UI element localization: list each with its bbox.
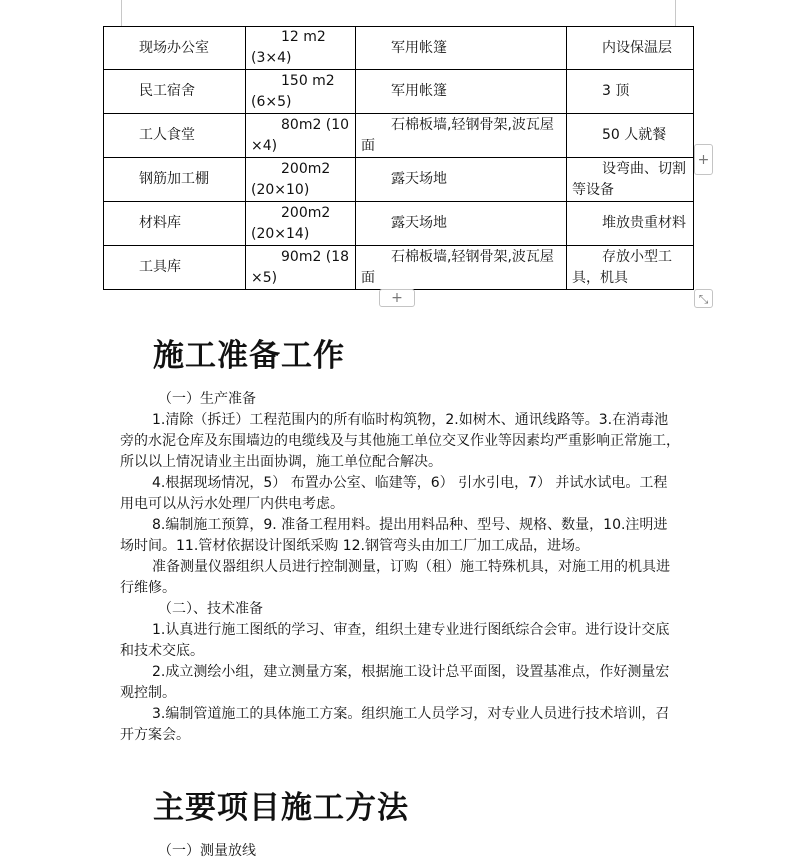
page-margin-mark-right	[675, 0, 676, 26]
table-cell[interactable]: 工人食堂	[104, 114, 246, 158]
table-cell[interactable]: 露天场地	[356, 158, 567, 202]
table-cell[interactable]: 200m2 (20×14)	[246, 202, 356, 246]
paragraph: 1.清除（拆迁）工程范围内的所有临时构筑物，2.如树木、通讯线路等。3.在消毒池旁的水泥仓库及东围墙边的电缆线及与其他施工单位交叉作业等因素均严重影响正常施工，所以以上情况请业主出面协调，施工单位配合解决。	[120, 412, 680, 470]
paragraph: 3.编制管道施工的具体施工方案。组织施工人员学习，对专业人员进行技术培训，召开方案会。	[120, 706, 670, 743]
table-cell[interactable]: 12 m2 (3×4)	[246, 27, 356, 70]
table-row	[104, 27, 694, 70]
subsection-title: （一）生产准备	[158, 391, 256, 407]
subsection-title: （一）测量放线	[158, 843, 256, 859]
table-resize-handle[interactable]	[694, 289, 713, 308]
table-cell[interactable]: 工具库	[104, 246, 246, 290]
paragraph: 准备测量仪器组织人员进行控制测量，订购（租）施工特殊机具，对施工用的机具进行维修。	[120, 559, 670, 596]
table-cell[interactable]: 150 m2 (6×5)	[246, 70, 356, 114]
plus-icon: +	[391, 290, 403, 306]
section-heading-methods: 主要项目施工方法	[153, 790, 409, 826]
table-cell[interactable]: 现场办公室	[104, 27, 246, 70]
plus-icon: +	[697, 151, 710, 168]
add-column-button[interactable]	[694, 144, 713, 175]
table-cell[interactable]: 钢筋加工棚	[104, 158, 246, 202]
section-body-preparation	[120, 389, 680, 746]
table-cell[interactable]: 200m2 (20×10)	[246, 158, 356, 202]
table-cell[interactable]: 军用帐篷	[356, 70, 567, 114]
table-cell[interactable]: 堆放贵重材料	[567, 202, 694, 246]
table-row	[104, 114, 694, 158]
table-row	[104, 202, 694, 246]
add-row-button[interactable]	[379, 289, 415, 307]
table-cell[interactable]: 石棉板墙,轻钢骨架,波瓦屋面	[356, 114, 567, 158]
section-heading-preparation: 施工准备工作	[153, 338, 345, 374]
table-cell[interactable]: 民工宿舍	[104, 70, 246, 114]
page-margin-mark-left	[121, 0, 122, 26]
table-cell[interactable]: 内设保温层	[567, 27, 694, 70]
table-row	[104, 246, 694, 290]
paragraph: 1.认真进行施工图纸的学习、审查，组织土建专业进行图纸综合会审。进行设计交底和技术交底。	[120, 622, 670, 659]
paragraph: 2.成立测绘小组，建立测量方案，根据施工设计总平面图，设置基准点，作好测量宏观控制。	[120, 664, 670, 701]
table-row	[104, 158, 694, 202]
facility-table	[103, 26, 694, 290]
table-cell[interactable]: 3 顶	[567, 70, 694, 114]
paragraph: 4.根据现场情况，5） 布置办公室、临建等，6） 引水引电，7） 并试水试电。工程用电可以从污水处理厂内供电考虑。	[120, 475, 668, 512]
table-cell[interactable]: 存放小型工具，机具	[567, 246, 694, 290]
paragraph: 8.编制施工预算，9. 准备工程用料。提出用料品种、型号、规格、数量，10.注明进场时间。11.管材依据设计图纸采购 12.钢管弯头由加工厂加工成品，进场。	[120, 517, 668, 554]
table-cell[interactable]: 90m2 (18 ×5)	[246, 246, 356, 290]
table-cell[interactable]: 80m2 (10 ×4)	[246, 114, 356, 158]
table-cell[interactable]: 露天场地	[356, 202, 567, 246]
table-cell[interactable]: 军用帐篷	[356, 27, 567, 70]
table-row	[104, 70, 694, 114]
table-cell[interactable]: 材料库	[104, 202, 246, 246]
table-cell[interactable]: 50 人就餐	[567, 114, 694, 158]
table-cell[interactable]: 石棉板墙,轻钢骨架,波瓦屋面	[356, 246, 567, 290]
resize-icon: ⤡	[698, 291, 709, 306]
subsection-title: （二）、技术准备	[158, 601, 263, 617]
table-cell[interactable]: 设弯曲、切割等设备	[567, 158, 694, 202]
section-body-methods	[120, 841, 680, 862]
